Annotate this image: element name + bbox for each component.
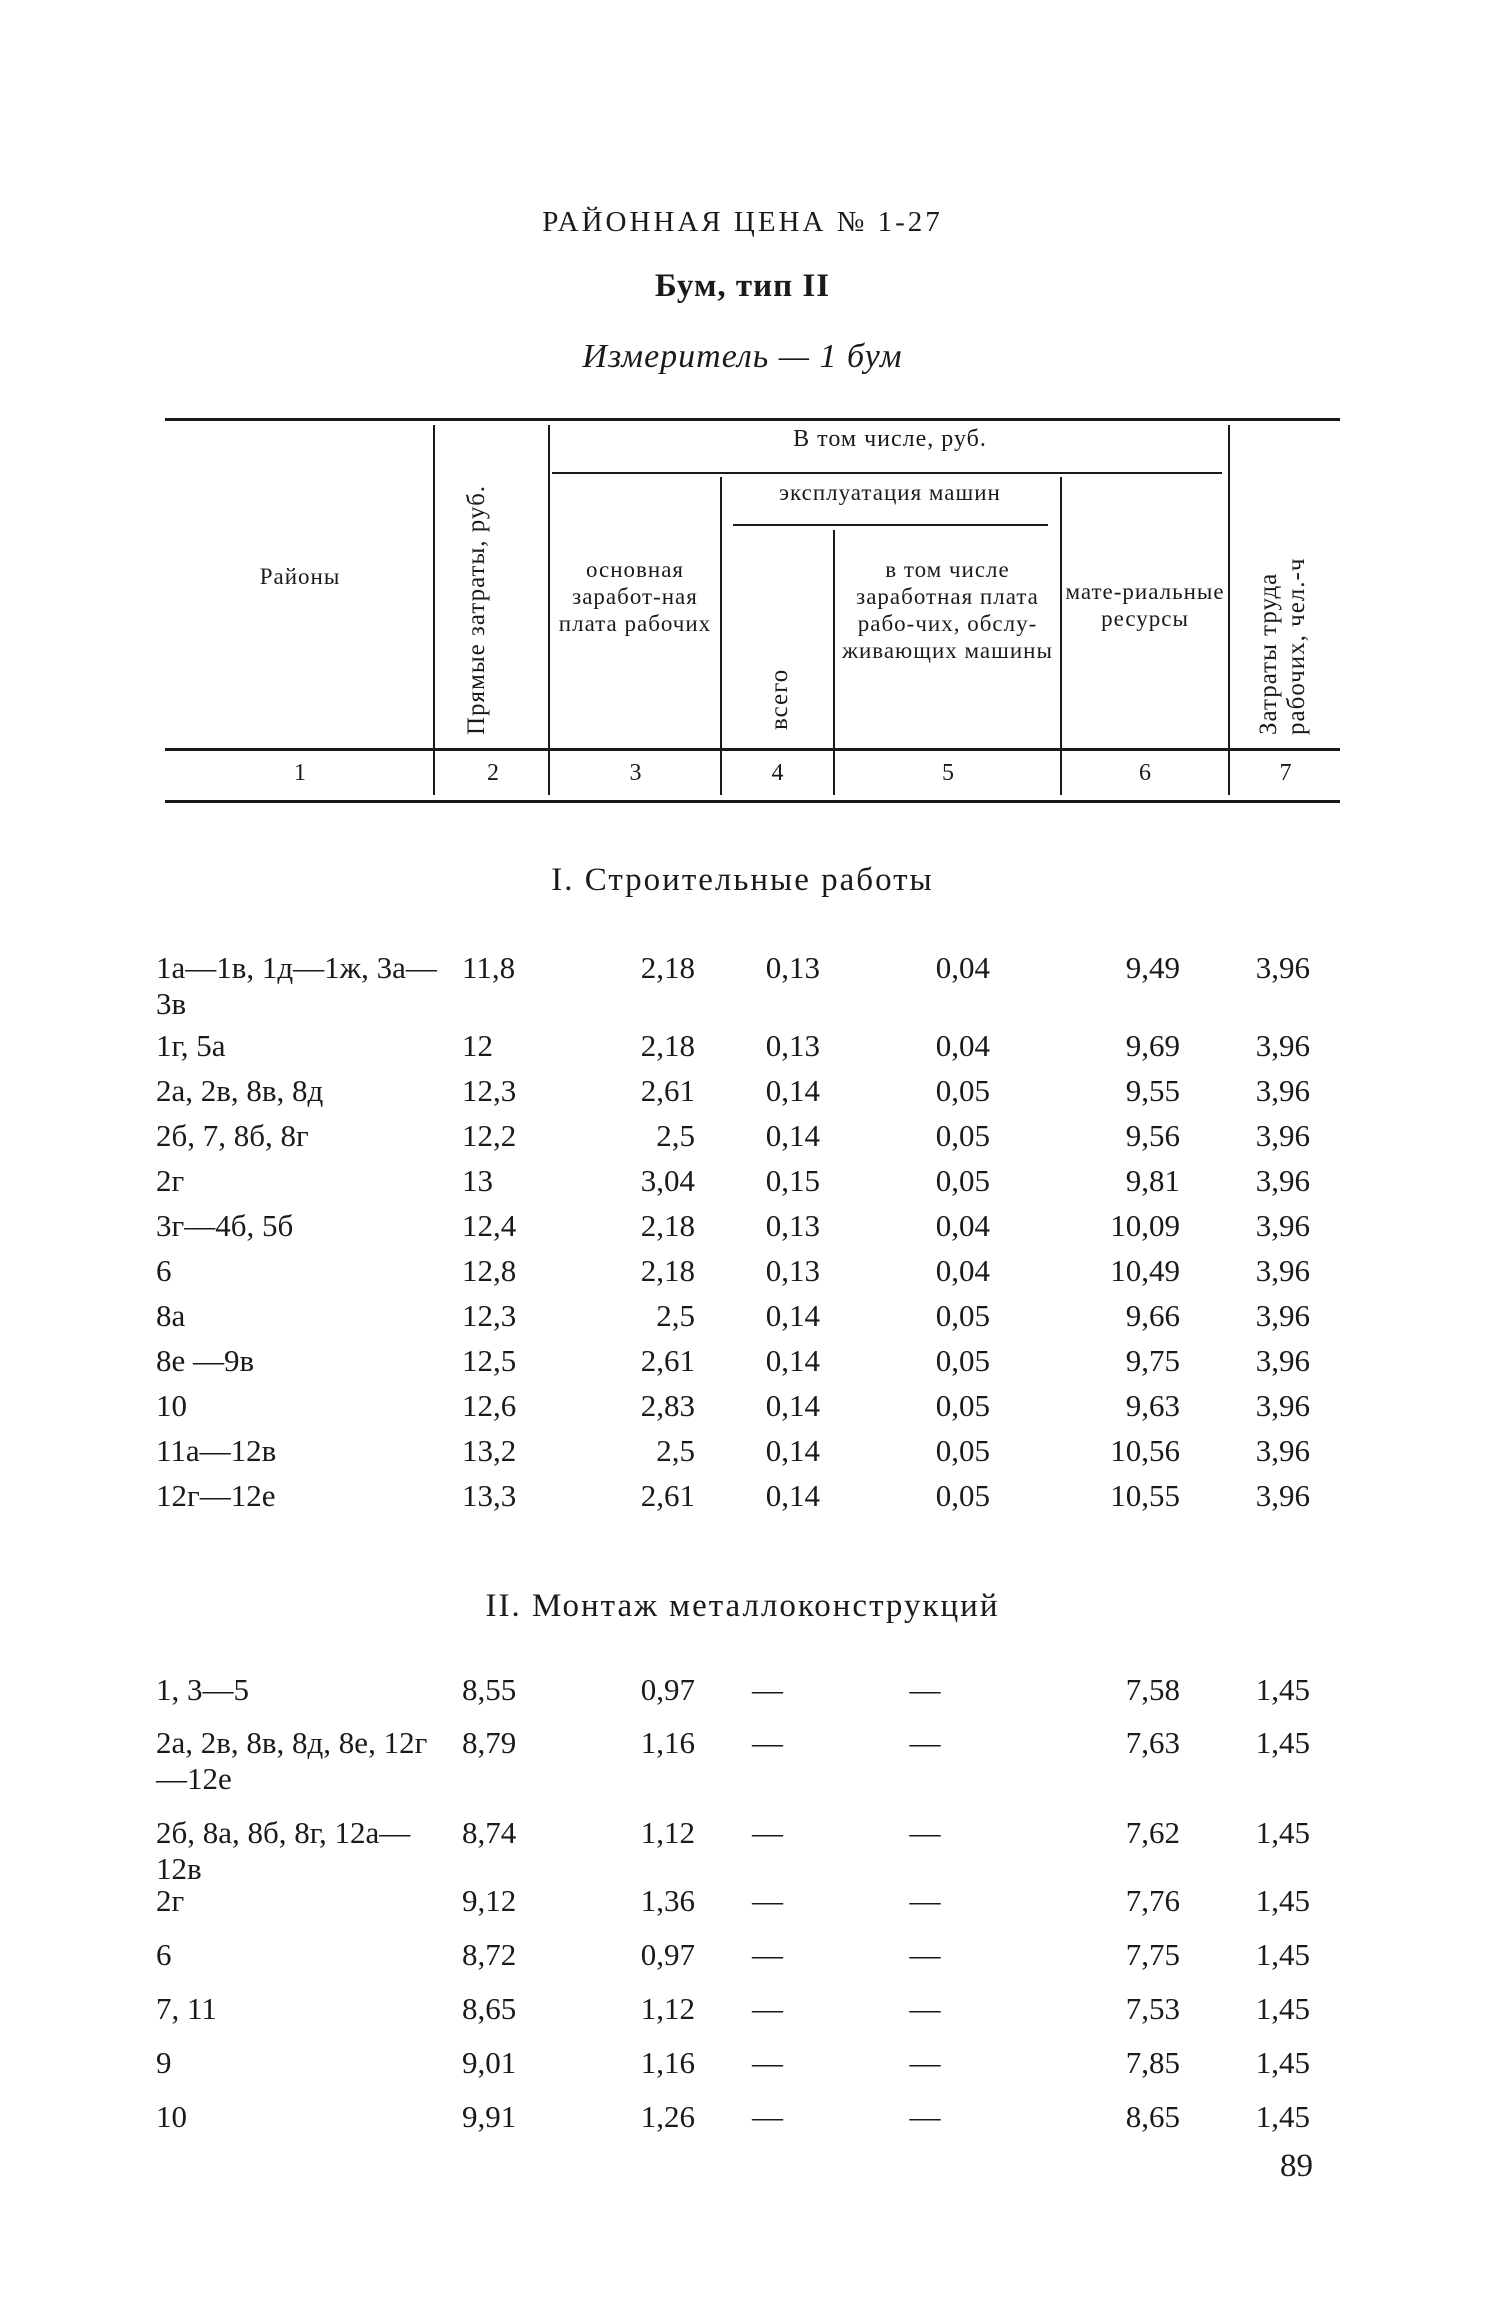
region-cell: 2б, 8а, 8б, 8г, 12а—12в [156, 1815, 411, 1886]
labor-cell: 3,96 [1255, 1478, 1310, 1513]
col-divider [548, 425, 550, 795]
materials-cell: 9,69 [1125, 1028, 1180, 1063]
base-wage-cell: 2,18 [640, 950, 695, 985]
direct-costs-cell: 12,6 [462, 1388, 517, 1423]
machines-total-cell: — [752, 1883, 783, 1918]
labor-cell: 1,45 [1255, 1937, 1310, 1972]
base-wage-cell: 1,36 [640, 1883, 695, 1918]
machines-total-cell: 0,14 [765, 1433, 820, 1468]
header-direct-costs: Прямые затраты, руб. [463, 484, 490, 735]
base-wage-cell: 3,04 [640, 1163, 695, 1198]
header-machine-wage: в том числе заработная плата рабо-чих, обслу-живающих машины [842, 557, 1053, 663]
machine-wage-cell: — [909, 1937, 941, 1972]
machines-total-cell: — [752, 2045, 783, 2080]
materials-cell: 9,63 [1125, 1388, 1180, 1423]
header-materials: мате-риальные ресурсы [1065, 579, 1225, 631]
labor-cell: 3,96 [1255, 1343, 1310, 1378]
materials-cell: 9,66 [1125, 1298, 1180, 1333]
section-title: I. Строительные работы [551, 862, 934, 898]
machine-wage-cell: 0,05 [935, 1118, 990, 1153]
machine-wage-cell: — [909, 2045, 941, 2080]
measurement-unit: Измеритель — 1 бум [582, 338, 903, 375]
materials-cell: 7,63 [1125, 1725, 1180, 1760]
col-divider [433, 425, 435, 795]
labor-cell: 1,45 [1255, 1991, 1310, 2026]
region-cell: 12г—12е [156, 1478, 276, 1513]
labor-cell: 3,96 [1255, 1073, 1310, 1108]
direct-costs-cell: 8,65 [462, 1991, 517, 2026]
machines-total-cell: 0,13 [765, 1028, 820, 1063]
materials-cell: 10,56 [1110, 1433, 1180, 1468]
labor-cell: 3,96 [1255, 1118, 1310, 1153]
region-cell: 1, 3—5 [156, 1672, 249, 1707]
machines-total-cell: 0,14 [765, 1478, 820, 1513]
materials-cell: 7,58 [1125, 1672, 1180, 1707]
col-divider [1228, 425, 1230, 795]
region-cell: 2а, 2в, 8в, 8д [156, 1073, 324, 1108]
base-wage-cell: 2,5 [656, 1118, 695, 1153]
machines-total-cell: — [752, 1725, 783, 1760]
materials-cell: 9,56 [1125, 1118, 1180, 1153]
labor-cell: 3,96 [1255, 1433, 1310, 1468]
machine-wage-cell: 0,04 [935, 1253, 990, 1288]
column-number: 4 [771, 760, 784, 786]
header-group: В том числе, руб. [793, 426, 987, 452]
labor-cell: 1,45 [1255, 1725, 1310, 1760]
labor-cell: 3,96 [1255, 1253, 1310, 1288]
region-cell: 2г [156, 1883, 185, 1918]
col-divider [833, 530, 835, 795]
region-cell: 6 [156, 1937, 172, 1972]
header-mid-rule [165, 748, 1340, 751]
machines-total-cell: 0,13 [765, 1208, 820, 1243]
column-number: 2 [487, 760, 499, 786]
machine-wage-cell: 0,05 [935, 1298, 990, 1333]
base-wage-cell: 0,97 [640, 1672, 695, 1707]
column-number: 1 [294, 760, 306, 786]
machine-wage-cell: 0,04 [935, 1208, 990, 1243]
direct-costs-cell: 8,79 [462, 1725, 517, 1760]
direct-costs-cell: 9,91 [462, 2099, 517, 2134]
region-cell: 10 [156, 2099, 187, 2134]
base-wage-cell: 2,18 [640, 1028, 695, 1063]
machine-wage-cell: 0,05 [935, 1388, 990, 1423]
header-base-wage: основная заработ-ная плата рабочих [558, 557, 712, 636]
document-subtitle: Бум, тип II [654, 268, 831, 304]
machine-wage-cell: — [909, 1725, 941, 1760]
machine-wage-cell: 0,05 [935, 1433, 990, 1468]
header-bottom-rule [165, 800, 1340, 803]
materials-cell: 7,62 [1125, 1815, 1180, 1850]
materials-cell: 9,81 [1125, 1163, 1180, 1198]
direct-costs-cell: 13,3 [462, 1478, 517, 1513]
section-title: II. Монтаж металлоконструкций [485, 1588, 1000, 1624]
base-wage-cell: 1,16 [640, 1725, 695, 1760]
materials-cell: 10,09 [1110, 1208, 1180, 1243]
base-wage-cell: 1,16 [640, 2045, 695, 2080]
machine-wage-cell: 0,05 [935, 1343, 990, 1378]
header-labor: Затраты труда рабочих, чел.-ч [1255, 557, 1310, 735]
machines-total-cell: — [752, 1991, 783, 2026]
labor-cell: 1,45 [1255, 1883, 1310, 1918]
direct-costs-cell: 9,12 [462, 1883, 517, 1918]
direct-costs-cell: 12,8 [462, 1253, 517, 1288]
machines-total-cell: 0,14 [765, 1118, 820, 1153]
header-total: всего [766, 668, 793, 730]
region-cell: 11а—12в [156, 1433, 277, 1468]
base-wage-cell: 1,26 [640, 2099, 695, 2134]
machine-wage-cell: 0,05 [935, 1478, 990, 1513]
machine-wage-cell: 0,04 [935, 1028, 990, 1063]
machine-wage-cell: 0,04 [935, 950, 990, 985]
column-number: 3 [629, 760, 642, 786]
materials-cell: 10,55 [1110, 1478, 1180, 1513]
labor-cell: 3,96 [1255, 1388, 1310, 1423]
region-cell: 8е —9в [156, 1343, 255, 1378]
column-number: 5 [942, 760, 954, 786]
labor-cell: 3,96 [1255, 950, 1310, 985]
materials-cell: 9,55 [1125, 1073, 1180, 1108]
materials-cell: 7,76 [1125, 1883, 1180, 1918]
direct-costs-cell: 9,01 [462, 2045, 517, 2080]
materials-cell: 9,75 [1125, 1343, 1180, 1378]
column-number: 7 [1279, 760, 1292, 786]
group-rule [552, 472, 1222, 474]
machines-total-cell: 0,14 [765, 1073, 820, 1108]
direct-costs-cell: 8,74 [462, 1815, 517, 1850]
labor-cell: 1,45 [1255, 1672, 1310, 1707]
machines-total-cell: 0,14 [765, 1388, 820, 1423]
base-wage-cell: 2,61 [640, 1343, 695, 1378]
materials-cell: 10,49 [1110, 1253, 1180, 1288]
machines-total-cell: 0,14 [765, 1298, 820, 1333]
machine-wage-cell: 0,05 [935, 1073, 990, 1108]
base-wage-cell: 1,12 [640, 1991, 695, 2026]
labor-cell: 3,96 [1255, 1163, 1310, 1198]
col-divider [1060, 477, 1062, 795]
materials-cell: 8,65 [1125, 2099, 1180, 2134]
direct-costs-cell: 12,5 [462, 1343, 517, 1378]
region-cell: 8а [156, 1298, 186, 1333]
base-wage-cell: 1,12 [640, 1815, 695, 1850]
machine-wage-cell: — [909, 1883, 941, 1918]
direct-costs-cell: 12,4 [462, 1208, 517, 1243]
base-wage-cell: 2,5 [656, 1298, 695, 1333]
region-cell: 2г [156, 1163, 185, 1198]
header-top-rule [165, 418, 1340, 421]
machine-wage-cell: — [909, 1672, 941, 1707]
machines-total-cell: 0,14 [765, 1343, 820, 1378]
materials-cell: 7,75 [1125, 1937, 1180, 1972]
direct-costs-cell: 12 [462, 1028, 493, 1063]
materials-cell: 7,53 [1125, 1991, 1180, 2026]
machines-total-cell: — [752, 1672, 783, 1707]
direct-costs-cell: 13 [462, 1163, 493, 1198]
direct-costs-cell: 11,8 [462, 950, 516, 985]
machines-total-cell: — [752, 1815, 783, 1850]
region-cell: 6 [156, 1253, 172, 1288]
region-cell: 10 [156, 1388, 187, 1423]
base-wage-cell: 2,83 [640, 1388, 695, 1423]
machine-wage-cell: — [909, 1815, 941, 1850]
machines-rule [733, 524, 1048, 526]
direct-costs-cell: 13,2 [462, 1433, 517, 1468]
machines-total-cell: 0,15 [765, 1163, 820, 1198]
machines-total-cell: — [752, 2099, 783, 2134]
direct-costs-cell: 12,2 [462, 1118, 517, 1153]
base-wage-cell: 0,97 [640, 1937, 695, 1972]
region-cell: 2а, 2в, 8в, 8д, 8е, 12г—12е [156, 1725, 428, 1796]
col-divider [720, 477, 722, 795]
direct-costs-cell: 12,3 [462, 1073, 517, 1108]
machine-wage-cell: 0,05 [935, 1163, 990, 1198]
base-wage-cell: 2,18 [640, 1253, 695, 1288]
direct-costs-cell: 8,55 [462, 1672, 517, 1707]
machine-wage-cell: — [909, 1991, 941, 2026]
header-regions: Районы [259, 564, 341, 589]
region-cell: 2б, 7, 8б, 8г [156, 1118, 309, 1153]
materials-cell: 9,49 [1125, 950, 1180, 985]
labor-cell: 3,96 [1255, 1028, 1310, 1063]
labor-cell: 1,45 [1255, 2045, 1310, 2080]
document-title: РАЙОННАЯ ЦЕНА № 1-27 [542, 206, 943, 238]
column-number: 6 [1139, 760, 1151, 786]
region-cell: 1а—1в, 1д—1ж, 3а—3в [156, 950, 437, 1021]
region-cell: 3г—4б, 5б [156, 1208, 294, 1243]
header-machines: эксплуатация машин [779, 480, 1001, 505]
machines-total-cell: 0,13 [765, 1253, 820, 1288]
machines-total-cell: — [752, 1937, 783, 1972]
machine-wage-cell: — [909, 2099, 941, 2134]
region-cell: 9 [156, 2045, 172, 2080]
labor-cell: 3,96 [1255, 1298, 1310, 1333]
base-wage-cell: 2,61 [640, 1073, 695, 1108]
labor-cell: 1,45 [1255, 1815, 1310, 1850]
base-wage-cell: 2,61 [640, 1478, 695, 1513]
base-wage-cell: 2,18 [640, 1208, 695, 1243]
labor-cell: 3,96 [1255, 1208, 1310, 1243]
direct-costs-cell: 8,72 [462, 1937, 517, 1972]
machines-total-cell: 0,13 [765, 950, 820, 985]
labor-cell: 1,45 [1255, 2099, 1310, 2134]
base-wage-cell: 2,5 [656, 1433, 695, 1468]
direct-costs-cell: 12,3 [462, 1298, 517, 1333]
region-cell: 7, 11 [156, 1991, 217, 2026]
materials-cell: 7,85 [1125, 2045, 1180, 2080]
region-cell: 1г, 5а [156, 1028, 226, 1063]
page-number: 89 [1280, 2148, 1313, 2184]
